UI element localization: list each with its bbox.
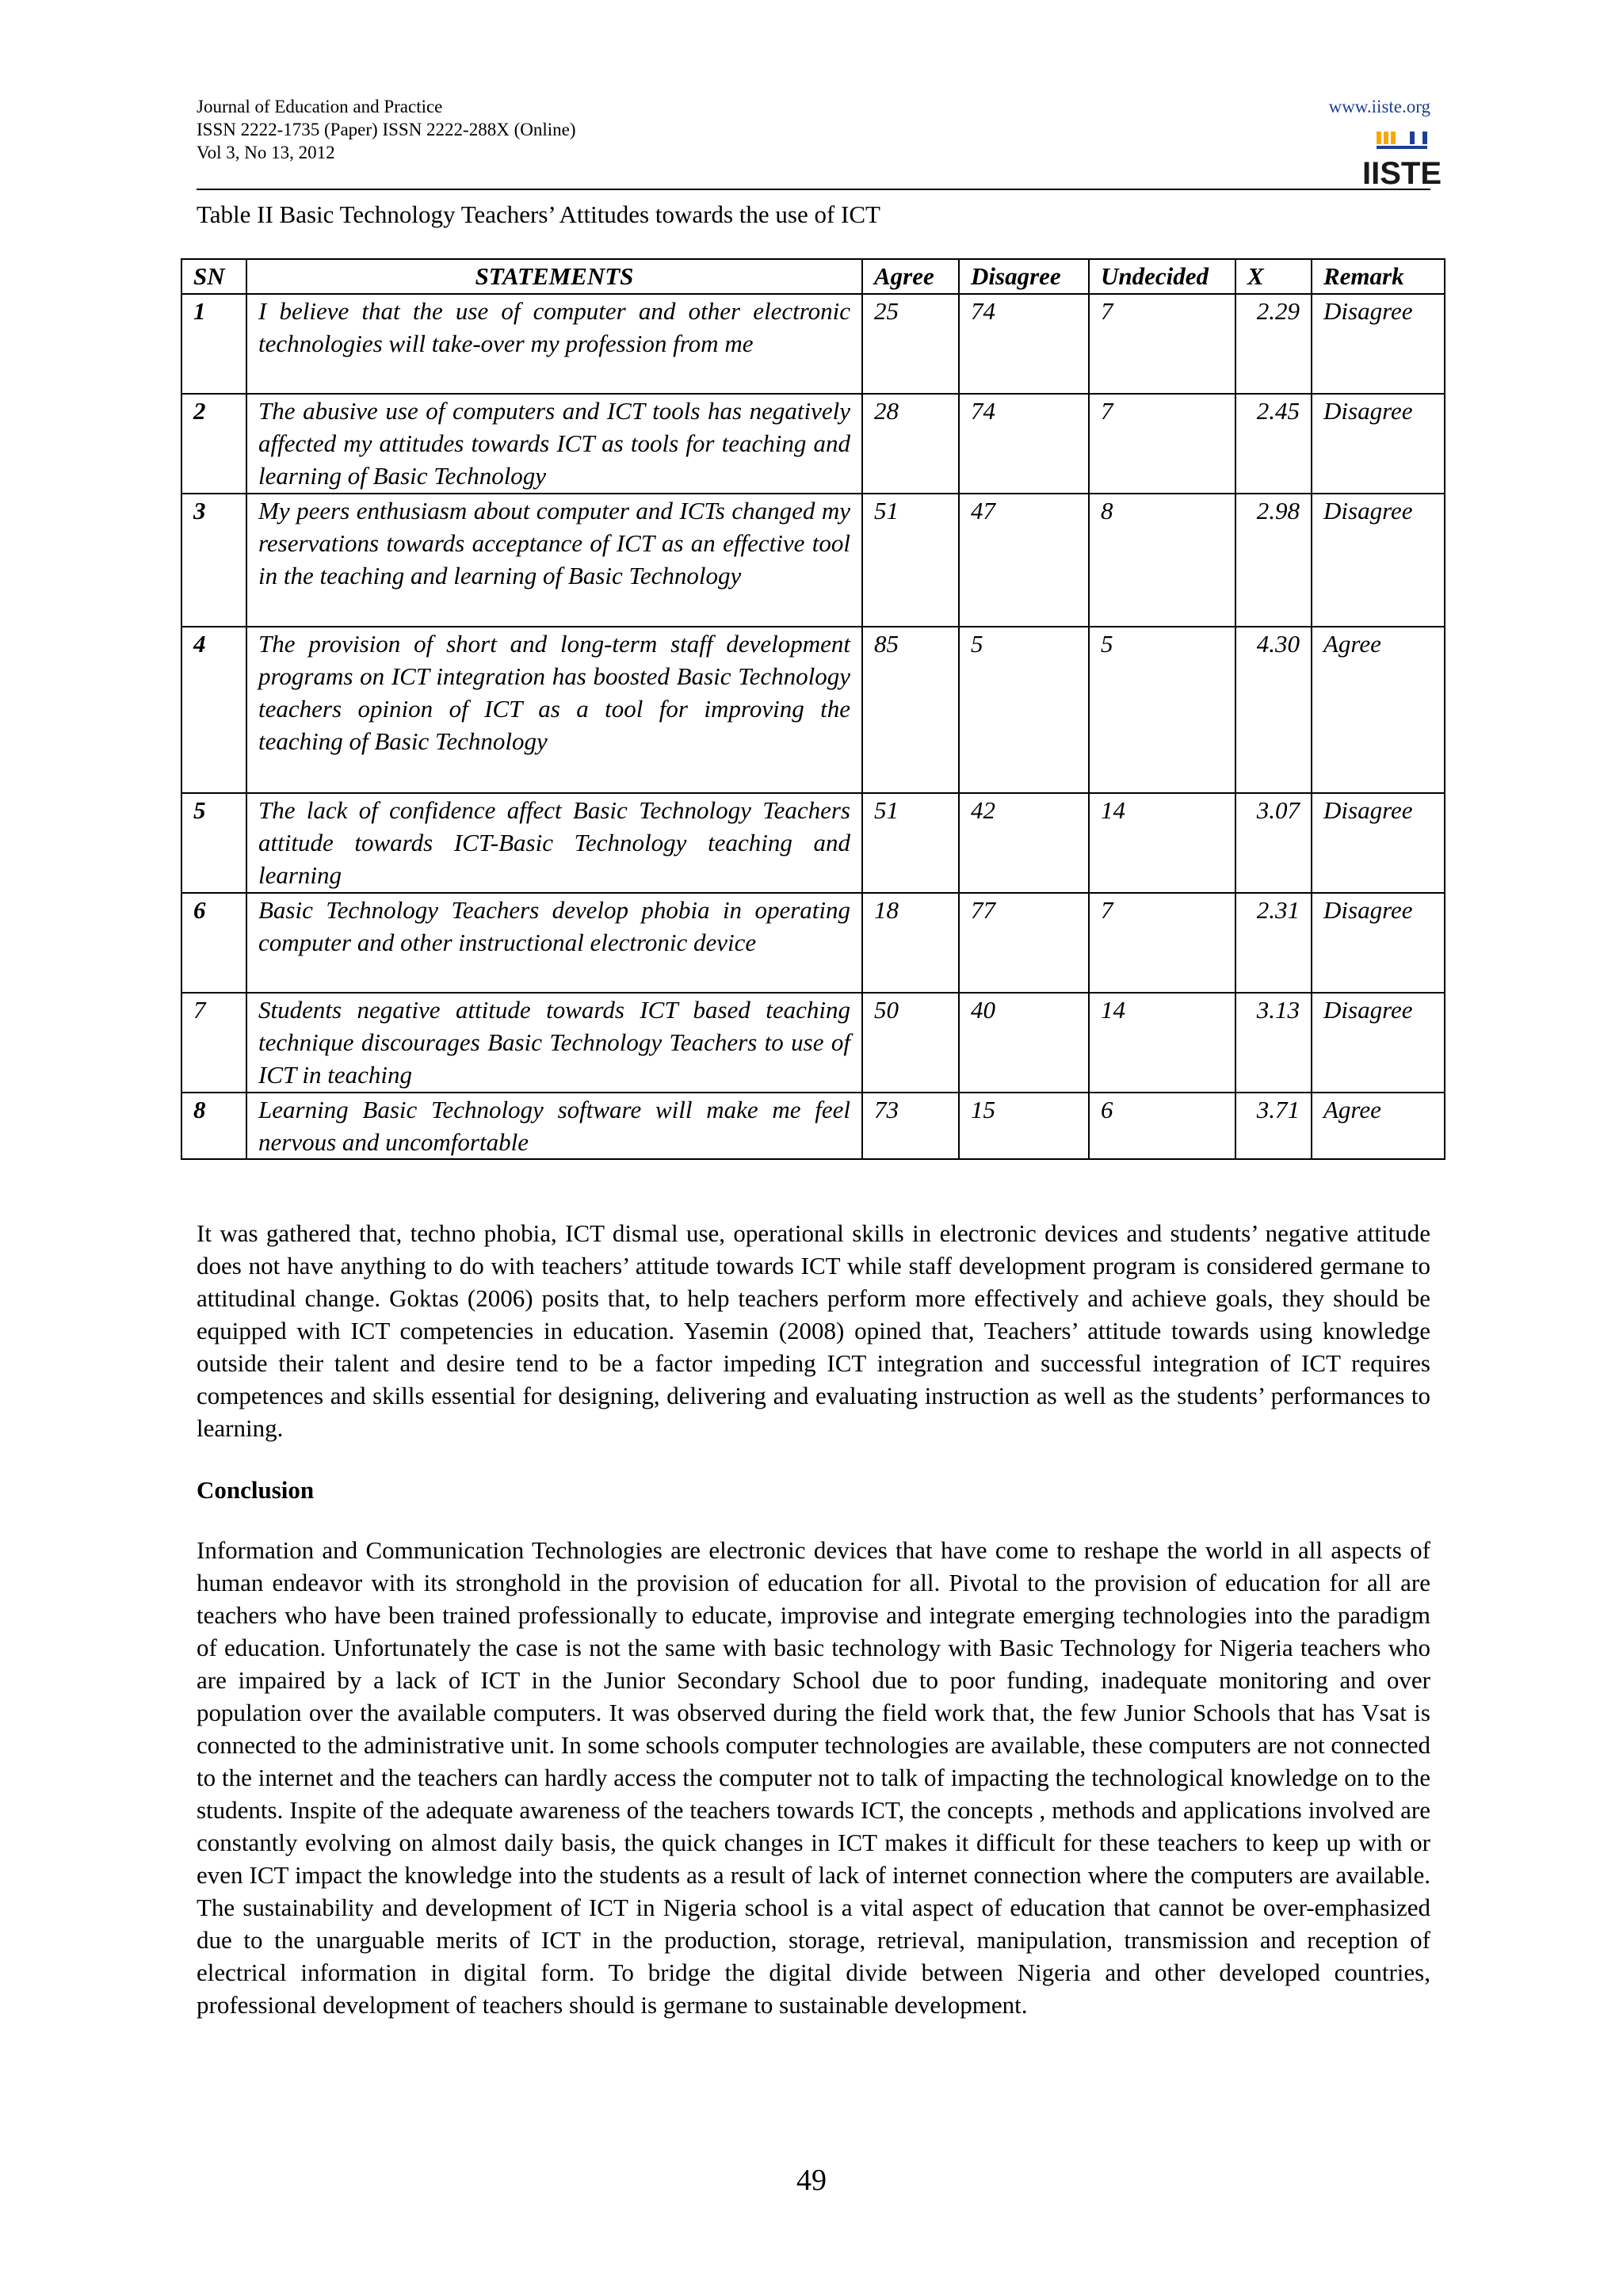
cell-statement: Basic Technology Teachers develop phobia in operating computer and other instructional electronic device [246, 893, 862, 993]
body-paragraph-findings: It was gathered that, techno phobia, ICT dismal use, operational skills in electronic devices and students’ negative attitude does not have anything to do with teachers’ attitude towards ICT while staff development program is considered germane to attitudinal change. Goktas (2006) posits that, to help teachers perform more effectively and achieve goals, they should be equipped with ICT competencies in education. Yasemin (2008) opined that, Teachers’ attitude towards using knowledge outside their talent and desire tend to be a factor impeding ICT integration and successful integration of ICT requires competences and skills essential for designing, delivering and evaluating instruction as well as the students’ performances to learning. [197, 1219, 1430, 1442]
attitudes-table [181, 258, 1445, 1160]
cell-agree: 25 [862, 294, 959, 394]
cell-agree: 51 [862, 494, 959, 627]
cell-sn: 6 [181, 893, 246, 993]
cell-agree: 85 [862, 627, 959, 793]
cell-undecided: 6 [1089, 1093, 1235, 1159]
cell-undecided: 8 [1089, 494, 1235, 627]
col-agree-header: Agree [862, 259, 959, 294]
cell-statement: Learning Basic Technology software will make me feel nervous and uncomfortable [246, 1093, 862, 1159]
table-caption: Table II Basic Technology Teachers’ Attitudes towards the use of ICT [197, 200, 880, 228]
cell-disagree: 74 [959, 294, 1089, 394]
iiste-logo [1361, 127, 1442, 191]
cell-remark: Disagree [1312, 893, 1445, 993]
cell-x: 2.31 [1235, 893, 1312, 993]
cell-disagree: 40 [959, 993, 1089, 1093]
cell-statement: I believe that the use of computer and other electronic technologies will take-over my profession from me [246, 294, 862, 394]
cell-undecided: 14 [1089, 993, 1235, 1093]
cell-remark: Disagree [1312, 294, 1445, 394]
cell-agree: 28 [862, 394, 959, 494]
table-row [181, 893, 1445, 993]
cell-undecided: 7 [1089, 294, 1235, 394]
cell-disagree: 74 [959, 394, 1089, 494]
cell-agree: 50 [862, 993, 959, 1093]
cell-statement: The abusive use of computers and ICT tools has negatively affected my attitudes towards ICT as tools for teaching and learning of Basic Technology [246, 394, 862, 494]
table-row [181, 993, 1445, 1093]
col-remark-header: Remark [1312, 259, 1445, 294]
cell-sn: 5 [181, 793, 246, 893]
conclusion-heading: Conclusion [197, 1476, 315, 1504]
header-rule [197, 189, 1430, 190]
page-number: 49 [796, 2164, 827, 2197]
cell-statement: The provision of short and long-term staff development programs on ICT integration has boosted Basic Technology teachers opinion of ICT as a tool for improving the teaching of Basic Technology [246, 627, 862, 793]
col-disagree-header: Disagree [959, 259, 1089, 294]
cell-x: 2.45 [1235, 394, 1312, 494]
cell-sn: 3 [181, 494, 246, 627]
cell-x: 2.98 [1235, 494, 1312, 627]
table-row [181, 394, 1445, 494]
cell-sn: 8 [181, 1093, 246, 1159]
cell-x: 3.71 [1235, 1093, 1312, 1159]
cell-sn: 1 [181, 294, 246, 394]
cell-agree: 18 [862, 893, 959, 993]
cell-statement: My peers enthusiasm about computer and ICTs changed my reservations towards acceptance of ICT as an effective tool in the teaching and learning of Basic Technology [246, 494, 862, 627]
table-row [181, 294, 1445, 394]
cell-disagree: 5 [959, 627, 1089, 793]
cell-statement: The lack of confidence affect Basic Technology Teachers attitude towards ICT-Basic Technology teaching and learning [246, 793, 862, 893]
cell-agree: 51 [862, 793, 959, 893]
table-row [181, 494, 1445, 627]
cell-statement: Students negative attitude towards ICT based teaching technique discourages Basic Technology Teachers to use of ICT in teaching [246, 993, 862, 1093]
logo-text: IISTE [1361, 156, 1442, 191]
cell-undecided: 5 [1089, 627, 1235, 793]
cell-remark: Agree [1312, 627, 1445, 793]
table-header-row [181, 259, 1445, 294]
cell-x: 3.13 [1235, 993, 1312, 1093]
cell-sn: 4 [181, 627, 246, 793]
cell-undecided: 7 [1089, 394, 1235, 494]
cell-x: 4.30 [1235, 627, 1312, 793]
table-row [181, 627, 1445, 793]
body-paragraph-conclusion: Information and Communication Technologies are electronic devices that have come to reshape the world in all aspects of human endeavor with its stronghold in the provision of education for all. Pivotal to the provision of education for all are teachers who have been trained professionally to educate, improvise and integrate emerging technologies into the paradigm of education. Unfortunately the case is not the same with basic technology with Basic Technology for Nigeria teachers who are impaired by a lack of ICT in the Junior Secondary School due to poor funding, inadequate monitoring and over population over the available computers. It was observed during the field work that, the few Junior Schools that has Vsat is connected to the administrative unit. In some schools computer technologies are available, these computers are not connected to the internet and the teachers can hardly access the computer not to talk of impacting the technological knowledge on to the students. Inspite of the adequate awareness of the teachers towards ICT, the concepts , methods and applications involved are constantly evolving on almost daily basis, the quick changes in ICT makes it difficult for these teachers to keep up with or even ICT impact the knowledge into the students as a result of lack of internet connection where the computers are available. The sustainability and development of ICT in Nigeria school is a vital aspect of education that cannot be over-emphasized due to the unarguable merits of ICT in the production, storage, retrieval, manipulation, transmission and reception of electrical information in digital form. To bridge the digital divide between Nigeria and other developed countries, professional development of teachers should is germane to sustainable development. [197, 1536, 1430, 2019]
cell-remark: Disagree [1312, 394, 1445, 494]
volume-line: Vol 3, No 13, 2012 [197, 143, 335, 162]
cell-disagree: 77 [959, 893, 1089, 993]
cell-remark: Disagree [1312, 494, 1445, 627]
cell-remark: Disagree [1312, 993, 1445, 1093]
page-header [197, 95, 1442, 191]
cell-remark: Disagree [1312, 793, 1445, 893]
journal-url: www.iiste.org [1328, 97, 1430, 116]
cell-x: 2.29 [1235, 294, 1312, 394]
col-undecided-header: Undecided [1089, 259, 1235, 294]
journal-name: Journal of Education and Practice [197, 97, 443, 116]
table-row [181, 793, 1445, 893]
cell-undecided: 14 [1089, 793, 1235, 893]
issn-line: ISSN 2222-1735 (Paper) ISSN 2222-288X (Online) [197, 120, 576, 139]
cell-disagree: 42 [959, 793, 1089, 893]
col-statements-header: STATEMENTS [246, 259, 862, 294]
col-sn-header: SN [181, 259, 246, 294]
col-x-header: X [1235, 259, 1312, 294]
cell-x: 3.07 [1235, 793, 1312, 893]
cell-remark: Agree [1312, 1093, 1445, 1159]
cell-sn: 2 [181, 394, 246, 494]
cell-sn: 7 [181, 993, 246, 1093]
cell-disagree: 15 [959, 1093, 1089, 1159]
cell-disagree: 47 [959, 494, 1089, 627]
cell-agree: 73 [862, 1093, 959, 1159]
table-row [181, 1093, 1445, 1159]
cell-undecided: 7 [1089, 893, 1235, 993]
